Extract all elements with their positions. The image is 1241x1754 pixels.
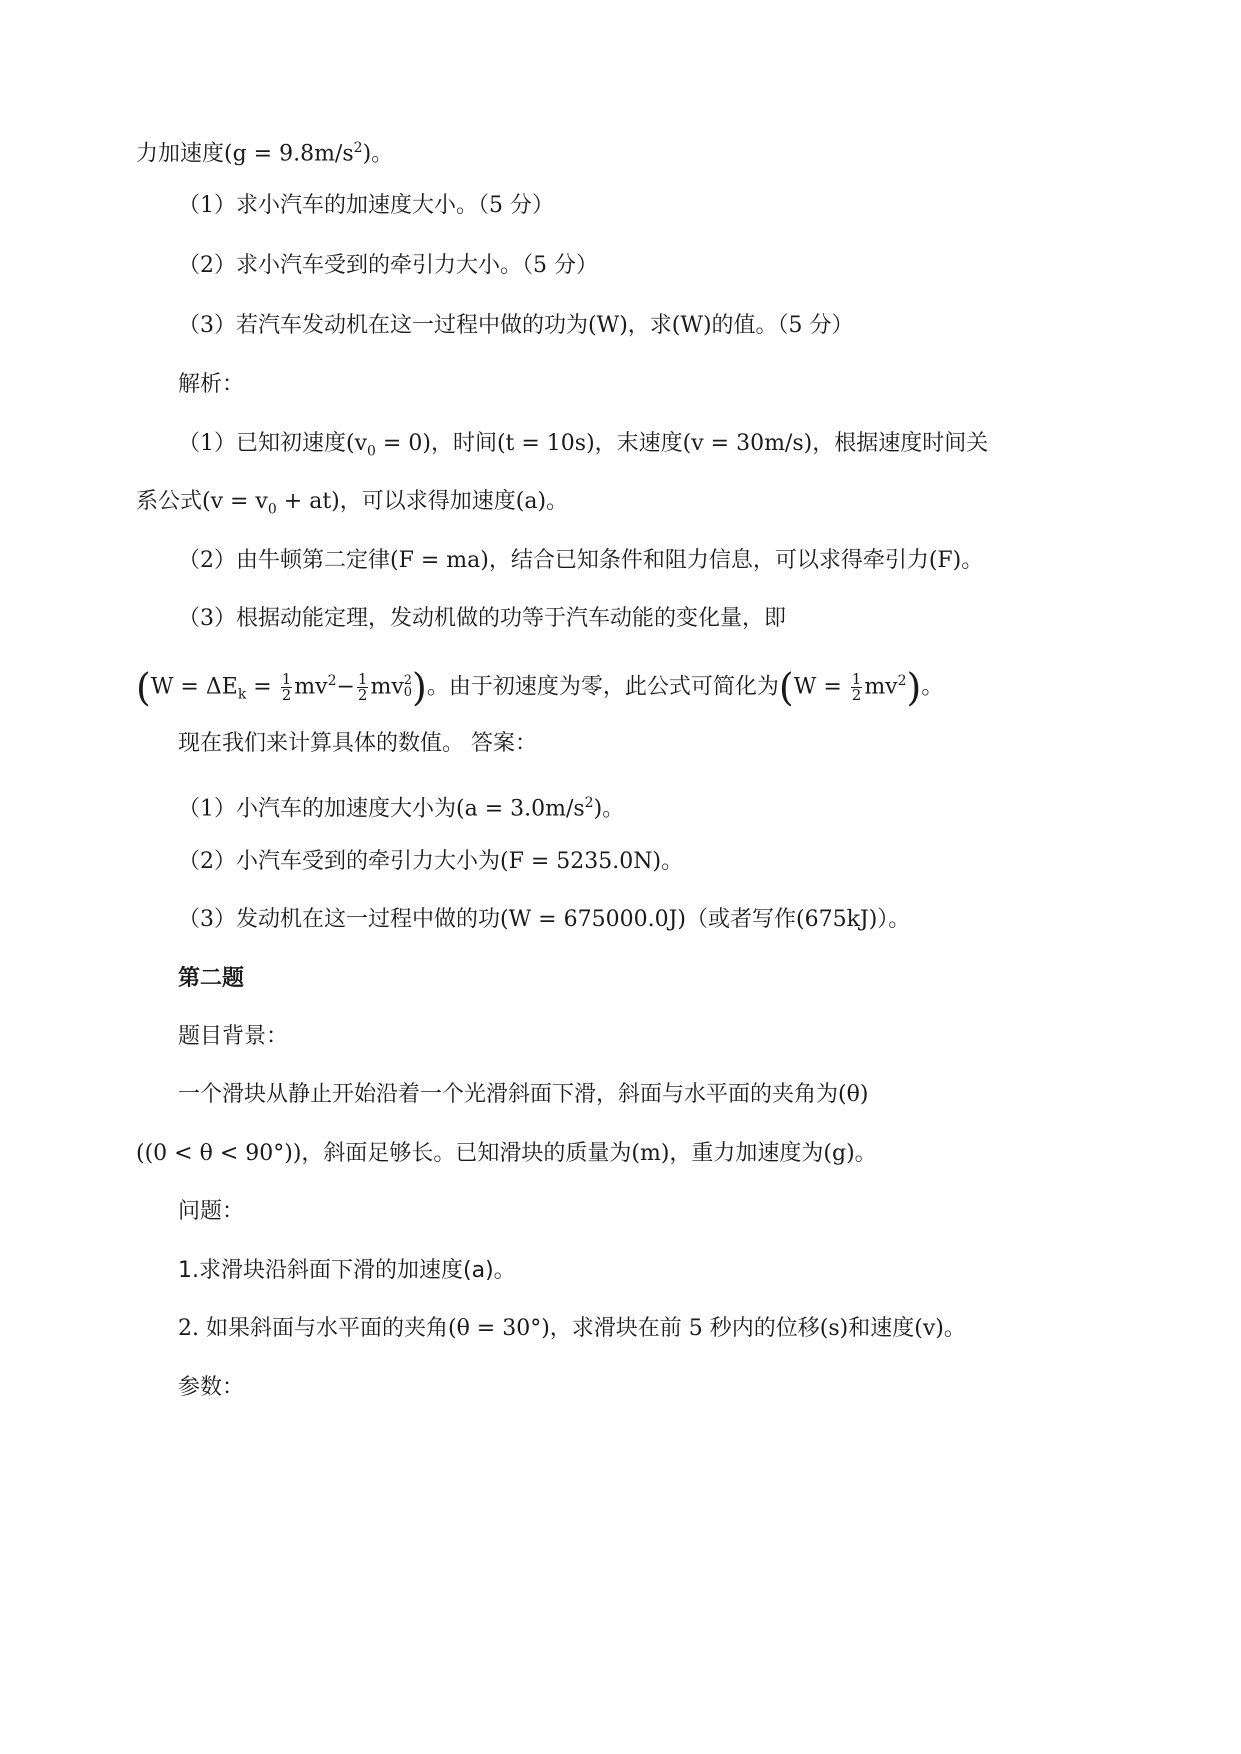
superscript: 2	[327, 673, 337, 689]
analysis-3: （3）根据动能定理，发动机做的功等于汽车动能的变化量，即	[178, 606, 786, 631]
text-line	[136, 133, 393, 169]
question-2: （2）求小汽车受到的牵引力大小。（5 分）	[178, 253, 598, 278]
subscript: 0	[267, 501, 277, 518]
subscript: 0	[403, 685, 413, 701]
denominator: 2	[851, 685, 862, 704]
background-heading: 题目背景：	[178, 1024, 289, 1049]
line-text: )。	[593, 796, 625, 822]
denominator: 2	[357, 685, 368, 704]
formula-text: mv	[864, 674, 898, 700]
subscript: k	[237, 686, 247, 703]
formula-text: W =	[793, 674, 849, 700]
energy-formula	[136, 666, 943, 710]
answer-2: （2）小汽车受到的牵引力大小为(F = 5235.0N)。	[178, 849, 684, 874]
params-heading: 参数：	[178, 1375, 245, 1400]
answer-1	[178, 788, 624, 824]
line-text: 求滑块沿斜面下滑的加速度	[199, 1258, 464, 1283]
superscript: 2	[403, 673, 413, 689]
question-1: （1）求小汽车的加速度大小。（5 分）	[178, 193, 554, 218]
numerator: 1	[281, 669, 292, 688]
line-text: = 0)，时间(t = 10s)，末速度(v = 30m/s)，根据速度时间关	[375, 431, 989, 456]
answer-3: （3）发动机在这一过程中做的功(W = 675000.0J)（或者写作(675kJ)）。	[178, 907, 911, 932]
paren: )	[412, 665, 427, 710]
formula-text: −	[336, 674, 355, 700]
superscript: 2	[584, 795, 594, 811]
formula-text: W = ΔE	[150, 674, 238, 700]
superscript: 2	[897, 673, 907, 689]
question-heading: 问题：	[178, 1199, 245, 1224]
analysis-2: （2）由牛顿第二定律(F = ma)，结合已知条件和阻力信息，可以求得牵引力(F)。	[178, 548, 984, 573]
denominator: 2	[281, 685, 292, 704]
superscript: 2	[353, 140, 363, 156]
fraction	[851, 669, 863, 704]
line-text: 。	[921, 674, 944, 700]
line-text: 。由于初速度为零，此公式可简化为	[426, 674, 779, 700]
formula-text: mv	[294, 674, 328, 700]
line-text: )。	[362, 141, 394, 167]
line-text: + at)，可以求得加速度(a)。	[276, 489, 569, 514]
sup-sub-stack	[404, 675, 412, 699]
formula-text: mv	[370, 674, 404, 700]
paren: (	[778, 665, 794, 710]
fraction	[357, 669, 369, 704]
subscript: 0	[367, 443, 376, 460]
problem-item-2: 2. 如果斜面与水平面的夹角(θ = 30°)，求滑块在前 5 秒内的位移(s)和速度(v)。	[178, 1316, 966, 1341]
problem-text-1: 一个滑块从静止开始沿着一个光滑斜面下滑，斜面与水平面的夹角为(θ)	[178, 1082, 869, 1107]
line-text: （1）小汽车的加速度大小为(a = 3.0m/s	[178, 796, 585, 822]
line-text: 力加速度(g = 9.8m/s	[136, 141, 354, 167]
analysis-1-cont	[136, 487, 568, 524]
problem-text-2: ((0 < θ < 90°))，斜面足够长。已知滑块的质量为(m)，重力加速度为(g)。	[136, 1141, 877, 1166]
line-text: 系公式(v = v	[136, 489, 268, 514]
numerator: 1	[851, 669, 862, 688]
numerator: 1	[357, 669, 368, 688]
fraction	[281, 669, 293, 704]
analysis-1	[178, 429, 988, 466]
analysis-heading: 解析：	[178, 372, 245, 397]
paren: )	[906, 665, 922, 710]
line-text: （1）已知初速度(v	[178, 431, 368, 456]
item-number: 1.	[178, 1258, 199, 1283]
problem-item-1	[178, 1256, 516, 1286]
now-calc: 现在我们来计算具体的数值。 答案：	[178, 731, 537, 756]
line-text: (a)。	[463, 1258, 516, 1283]
section-title: 第二题	[178, 966, 245, 991]
paren: (	[136, 665, 151, 710]
formula-text: =	[246, 674, 279, 700]
question-3: （3）若汽车发动机在这一过程中做的功为(W)，求(W)的值。（5 分）	[178, 313, 854, 338]
